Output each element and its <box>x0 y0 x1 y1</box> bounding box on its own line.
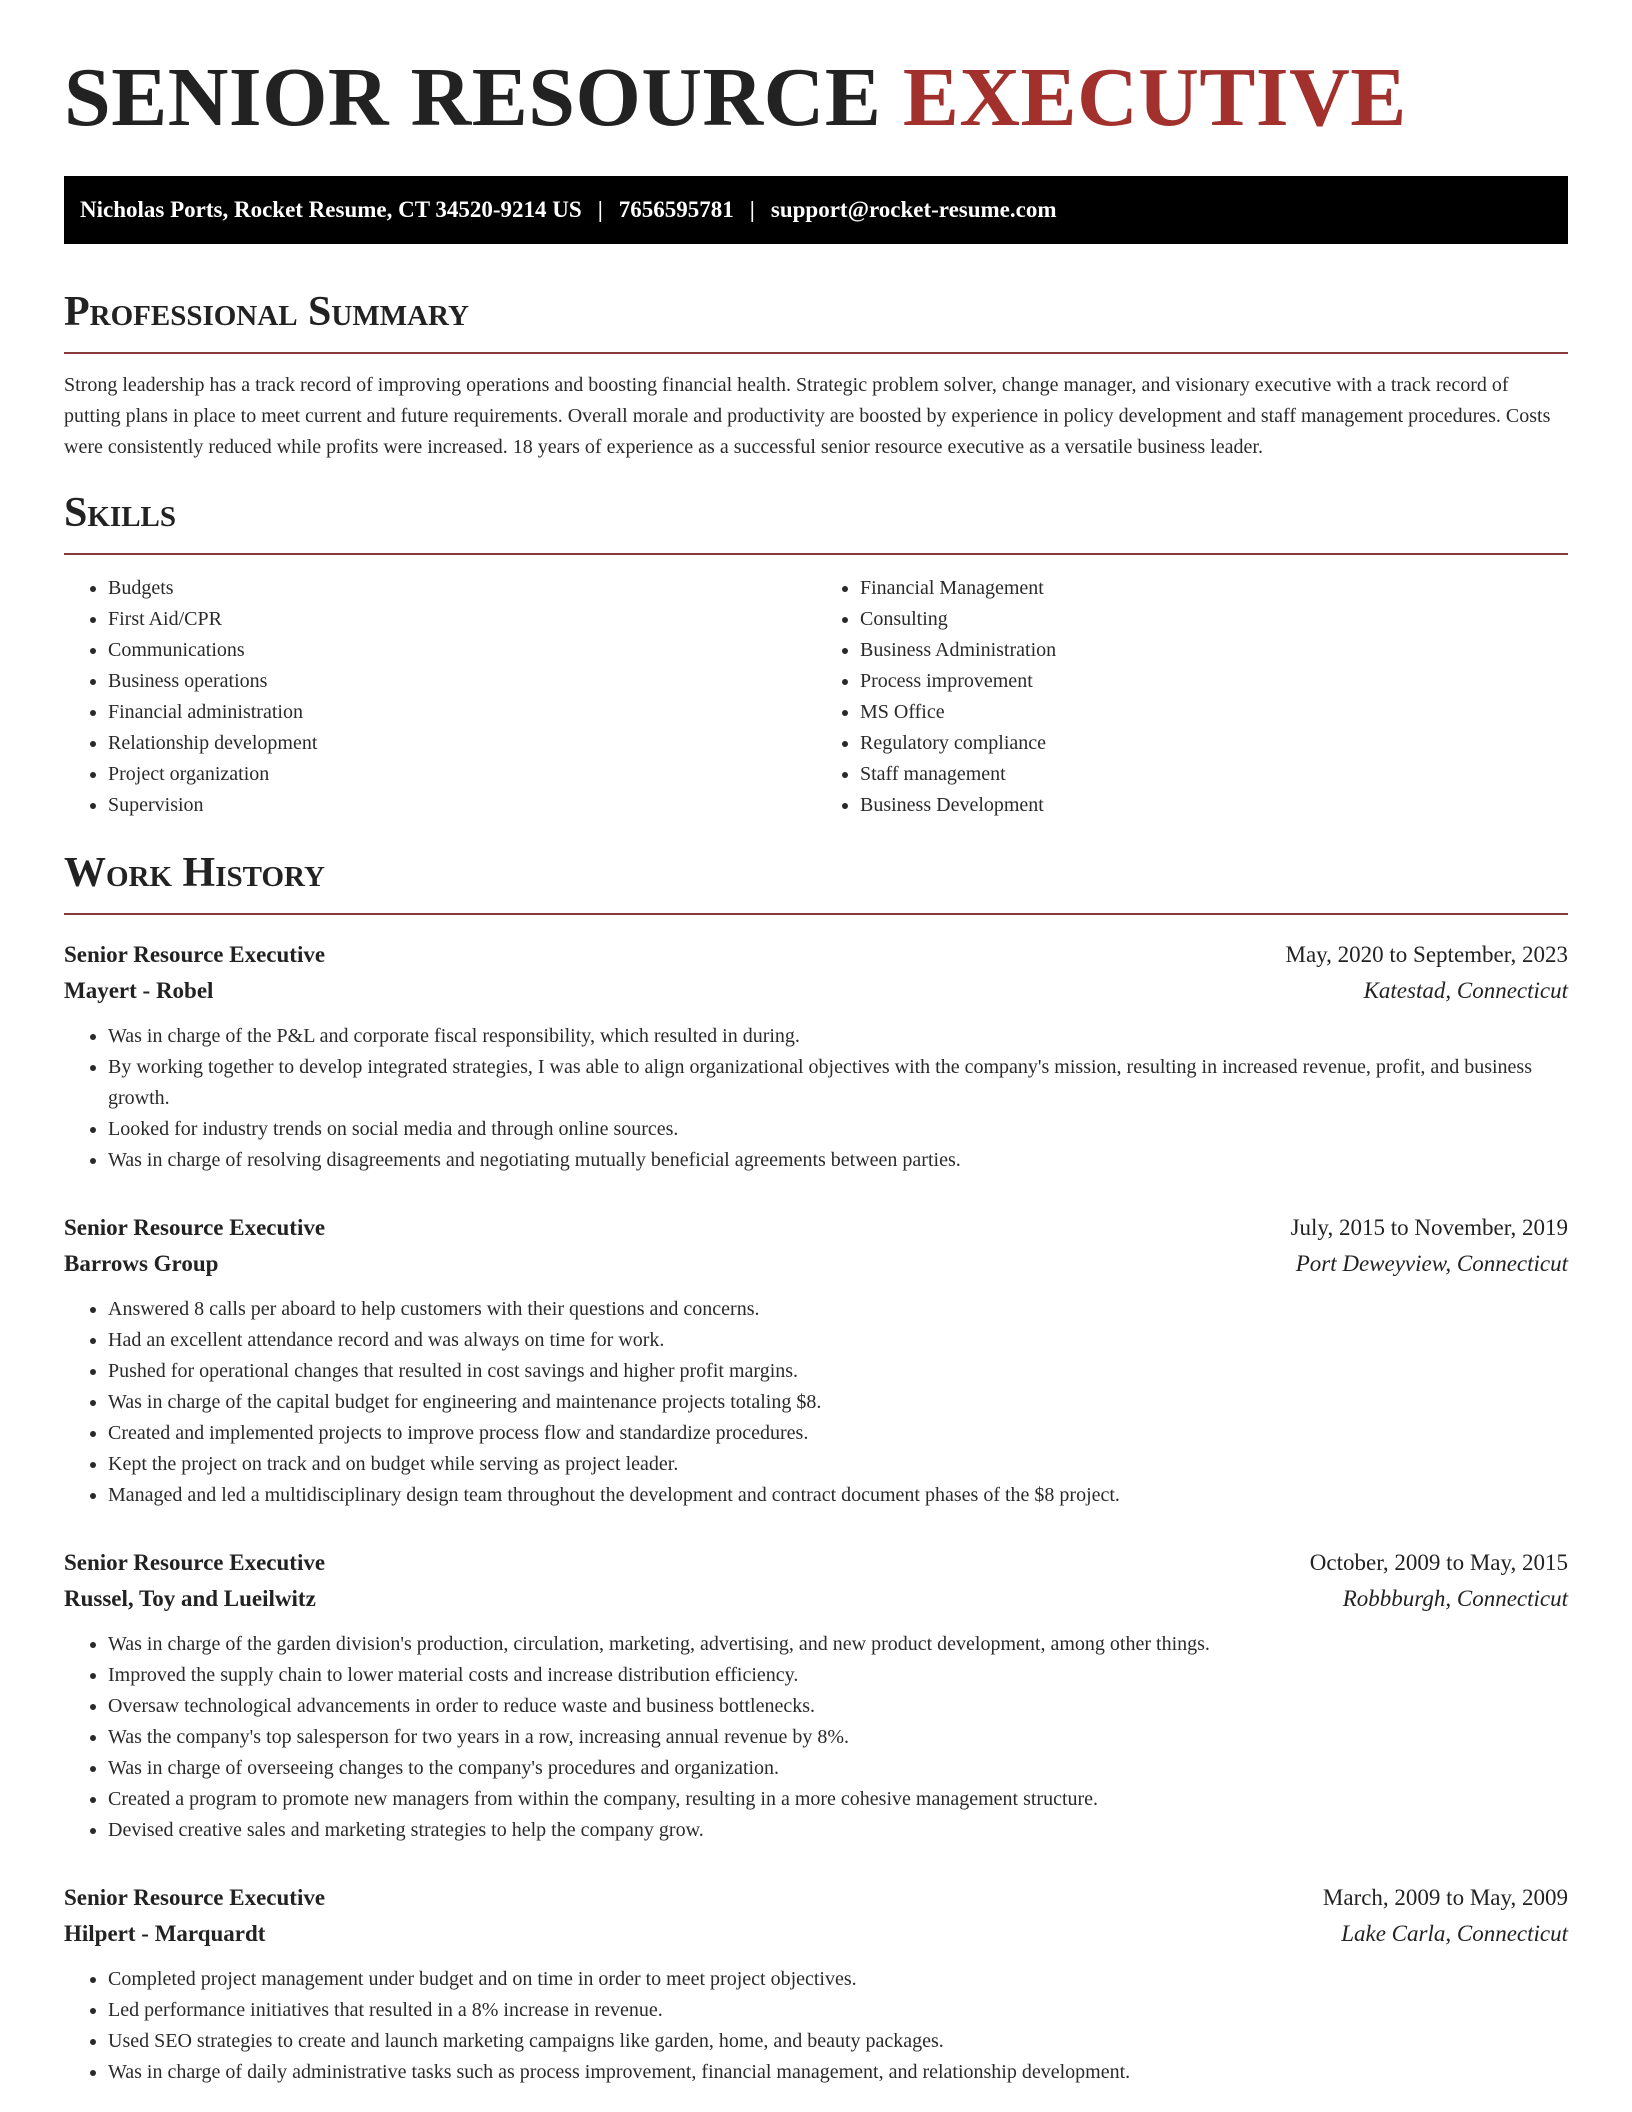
job-bullet: • Led performance initiatives that resulted in a 8% increase in revenue. <box>108 1995 1568 2026</box>
job-bullet: • Answered 8 calls per aboard to help customers with their questions and concerns. <box>108 1294 1568 1325</box>
skill-item: • Staff management <box>860 759 1568 790</box>
title-main: SENIOR RESOURCE <box>64 51 903 144</box>
job-bullet: • Improved the supply chain to lower material costs and increase distribution efficiency. <box>108 1660 1568 1691</box>
job-entry <box>64 1545 1568 1846</box>
skill-item: • Relationship development <box>108 728 816 759</box>
job-bullets <box>64 1629 1568 1846</box>
contact-address: Nicholas Ports, Rocket Resume, CT 34520-9214 US <box>80 197 582 222</box>
job-title: Senior Resource Executive <box>64 1550 326 1575</box>
skill-item: • Process improvement <box>860 666 1568 697</box>
contact-bar <box>64 176 1568 244</box>
job-location: Lake Carla, Connecticut <box>1341 1921 1568 1946</box>
job-header-row <box>64 1545 1568 1581</box>
skills-heading: Skills <box>64 490 177 536</box>
job-bullet: • By working together to develop integrated strategies, I was able to align organizational objectives with the company's mission, resulting in increased revenue, profit, and business growth. <box>108 1052 1568 1114</box>
skill-item: • First Aid/CPR <box>108 604 816 635</box>
skill-item: • Supervision <box>108 790 816 821</box>
skill-item: • Consulting <box>860 604 1568 635</box>
job-company: Hilpert - Marquardt <box>64 1921 266 1946</box>
work-history-list <box>64 937 1568 2088</box>
job-location: Katestad, Connecticut <box>1363 978 1568 1003</box>
section-divider <box>64 553 1568 555</box>
job-bullet: • Pushed for operational changes that resulted in cost savings and higher profit margins. <box>108 1356 1568 1387</box>
job-title: Senior Resource Executive <box>64 942 326 967</box>
job-company: Barrows Group <box>64 1251 219 1276</box>
job-bullet: • Completed project management under budget and on time in order to meet project objectives. <box>108 1964 1568 1995</box>
page-title <box>64 0 1568 144</box>
job-bullets <box>64 1294 1568 1511</box>
skill-item: • Business Development <box>860 790 1568 821</box>
job-bullets <box>64 1021 1568 1176</box>
job-bullet: • Created a program to promote new managers from within the company, resulting in a more cohesive management structure. <box>108 1784 1568 1815</box>
job-bullets <box>64 1964 1568 2088</box>
job-dates: October, 2009 to May, 2015 <box>1309 1550 1568 1575</box>
job-bullet: • Was in charge of the garden division's production, circulation, marketing, advertising, and new product development, among other things. <box>108 1629 1568 1660</box>
work-history-heading: Work History <box>64 850 325 896</box>
skills-column-right <box>816 573 1568 821</box>
skill-item: • Project organization <box>108 759 816 790</box>
job-bullet: • Was in charge of resolving disagreements and negotiating mutually beneficial agreements between parties. <box>108 1145 1568 1176</box>
job-company-row <box>64 1246 1568 1282</box>
skill-item: • Financial Management <box>860 573 1568 604</box>
job-company-row <box>64 1581 1568 1617</box>
title-accent: EXECUTIVE <box>902 51 1407 144</box>
contact-separator: | <box>597 197 603 222</box>
skill-item: • Regulatory compliance <box>860 728 1568 759</box>
job-bullet: • Was in charge of daily administrative tasks such as process improvement, financial management, and relationship development. <box>108 2057 1568 2088</box>
job-bullet: • Created and implemented projects to improve process flow and standardize procedures. <box>108 1418 1568 1449</box>
job-location: Robbburgh, Connecticut <box>1342 1586 1568 1611</box>
job-header-row <box>64 1210 1568 1246</box>
job-bullet: • Used SEO strategies to create and launch marketing campaigns like garden, home, and beauty packages. <box>108 2026 1568 2057</box>
job-company: Mayert - Robel <box>64 978 214 1003</box>
job-bullet: • Was in charge of overseeing changes to the company's procedures and organization. <box>108 1753 1568 1784</box>
skills-column-left <box>64 573 816 821</box>
job-entry <box>64 937 1568 1176</box>
job-title: Senior Resource Executive <box>64 1885 326 1910</box>
skill-item: • MS Office <box>860 697 1568 728</box>
contact-separator: | <box>749 197 755 222</box>
job-dates: March, 2009 to May, 2009 <box>1322 1885 1568 1910</box>
job-company-row <box>64 973 1568 1009</box>
job-dates: May, 2020 to September, 2023 <box>1285 942 1568 967</box>
job-bullet: • Was in charge of the P&L and corporate fiscal responsibility, which resulted in during. <box>108 1021 1568 1052</box>
job-bullet: • Managed and led a multidisciplinary design team throughout the development and contract document phases of the $8 project. <box>108 1480 1568 1511</box>
section-divider <box>64 913 1568 915</box>
job-bullet: • Devised creative sales and marketing strategies to help the company grow. <box>108 1815 1568 1846</box>
job-dates: July, 2015 to November, 2019 <box>1290 1215 1568 1240</box>
skill-item: • Budgets <box>108 573 816 604</box>
job-bullet: • Had an excellent attendance record and was always on time for work. <box>108 1325 1568 1356</box>
skills-list <box>64 573 1568 821</box>
skill-item: • Communications <box>108 635 816 666</box>
job-entry <box>64 1880 1568 2088</box>
job-bullet: • Looked for industry trends on social media and through online sources. <box>108 1114 1568 1145</box>
job-company: Russel, Toy and Lueilwitz <box>64 1586 316 1611</box>
job-company-row <box>64 1916 1568 1952</box>
job-location: Port Deweyview, Connecticut <box>1295 1251 1568 1276</box>
contact-phone: 7656595781 <box>618 197 734 222</box>
job-bullet: • Was in charge of the capital budget for engineering and maintenance projects totaling $8. <box>108 1387 1568 1418</box>
summary-text: Strong leadership has a track record of improving operations and boosting financial health. Strategic problem solver, change manager, and visionary executive with a track record of putting plans in place to meet current and future requirements. Overall morale and productivity are boosted by experience in policy development and staff management procedures. Costs were consistently reduced while profits were increased. 18 years of experience as a successful senior resource executive as a versatile business leader. <box>64 374 1551 458</box>
job-bullet: • Was the company's top salesperson for two years in a row, increasing annual revenue by 8%. <box>108 1722 1568 1753</box>
section-divider <box>64 352 1568 354</box>
job-header-row <box>64 937 1568 973</box>
summary-heading: Professional Summary <box>64 289 469 335</box>
skill-item: • Financial administration <box>108 697 816 728</box>
job-header-row <box>64 1880 1568 1916</box>
job-entry <box>64 1210 1568 1511</box>
job-bullet: • Kept the project on track and on budget while serving as project leader. <box>108 1449 1568 1480</box>
job-title: Senior Resource Executive <box>64 1215 326 1240</box>
job-bullet: • Oversaw technological advancements in order to reduce waste and business bottlenecks. <box>108 1691 1568 1722</box>
skill-item: • Business operations <box>108 666 816 697</box>
contact-email: support@rocket-resume.com <box>770 197 1057 222</box>
skill-item: • Business Administration <box>860 635 1568 666</box>
